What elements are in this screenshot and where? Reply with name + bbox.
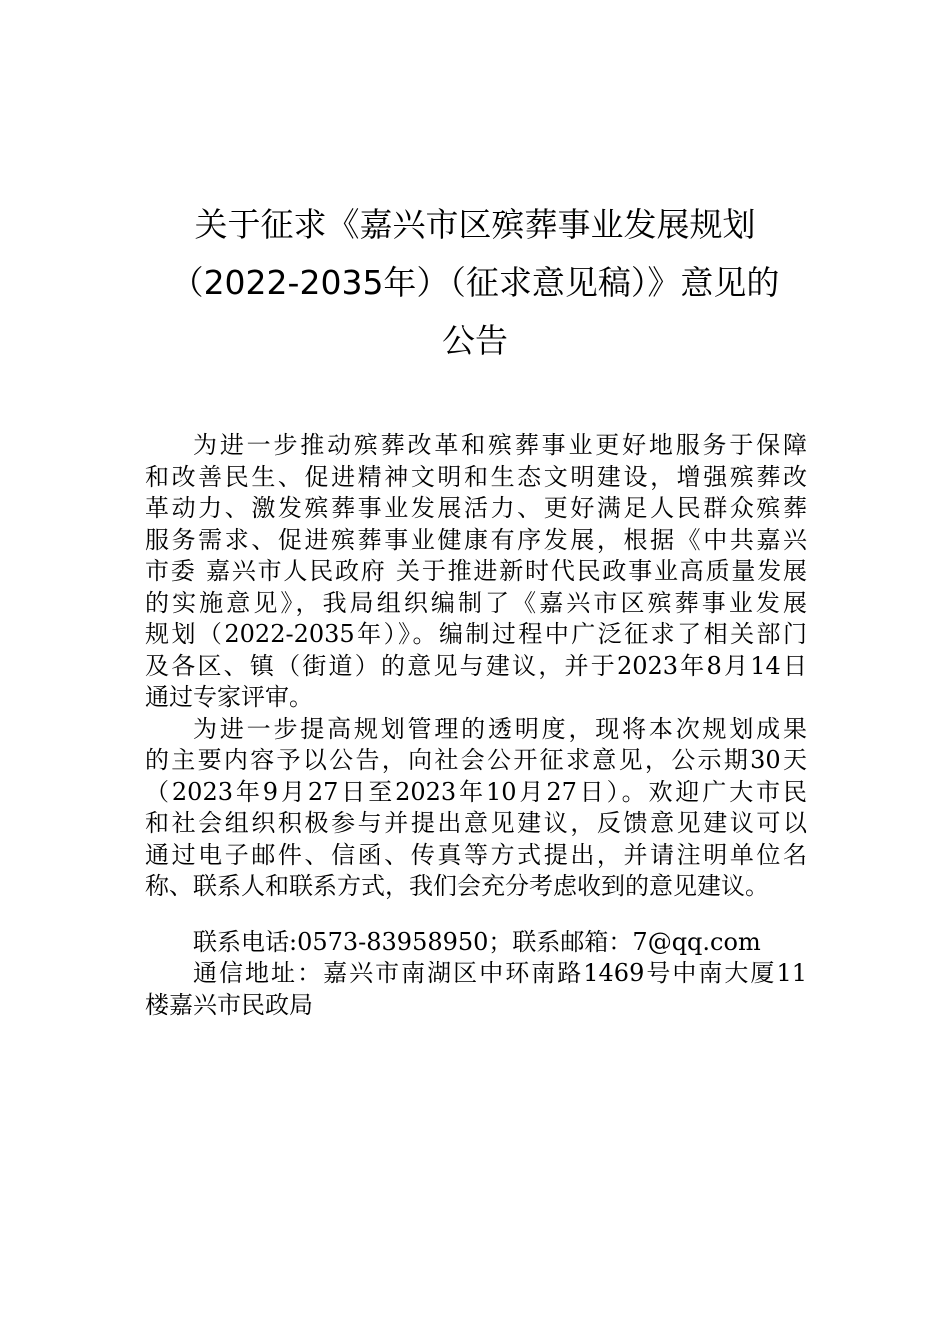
contact-info (145, 927, 807, 1022)
paragraph-line: 和社会组织积极参与并提出意见建议，反馈意见建议可以 (145, 809, 807, 837)
title-line-2: （2022-2035年）（征求意见稿）》意见的 (170, 263, 780, 302)
address-line: 楼嘉兴市民政局 (145, 990, 313, 1019)
paragraph-line: 的主要内容予以公告，向社会公开征求意见，公示期30天 (145, 746, 807, 774)
paragraph-announcement (145, 714, 807, 903)
paragraph-line: 的实施意见》，我局组织编制了《嘉兴市区殡葬事业发展 (145, 588, 807, 617)
paragraph-line: 为进一步推动殡葬改革和殡葬事业更好地服务于保障 (193, 431, 807, 459)
title-line-1: 关于征求《嘉兴市区殡葬事业发展规划 (194, 205, 756, 244)
document-title (140, 196, 810, 370)
paragraph-line: 及各区、镇（街道）的意见与建议，并于2023年8月14日 (145, 651, 807, 680)
paragraph-line: （2023年9月27日至2023年10月27日）。欢迎广大市民 (145, 777, 807, 806)
paragraph-line: 为进一步提高规划管理的透明度，现将本次规划成果 (193, 714, 807, 743)
paragraph-line: 市委 嘉兴市人民政府 关于推进新时代民政事业高质量发展 (145, 557, 807, 585)
paragraph-background (145, 430, 807, 714)
paragraph-line: 规划（2022-2035年）》。编制过程中广泛征求了相关部门 (145, 620, 807, 648)
address-line: 通信地址：嘉兴市南湖区中环南路1469号中南大厦11 (193, 959, 807, 987)
contact-line: 联系电话:0573-83958950；联系邮箱：7@qq.com (193, 927, 761, 956)
paragraph-line: 和改善民生、促进精神文明和生态文明建设，增强殡葬改 (145, 462, 807, 491)
title-line-3: 公告 (442, 321, 508, 360)
paragraph-line: 革动力、激发殡葬事业发展活力、更好满足人民群众殡葬 (145, 494, 807, 522)
paragraph-line: 通过电子邮件、信函、传真等方式提出，并请注明单位名 (145, 840, 807, 869)
paragraph-line: 称、联系人和联系方式，我们会充分考虑收到的意见建议。 (145, 872, 769, 900)
paragraph-line: 通过专家评审。 (145, 683, 313, 711)
paragraph-gap (145, 903, 807, 927)
document-body (145, 430, 807, 1021)
paragraph-line: 服务需求、促进殡葬事业健康有序发展，根据《中共嘉兴 (145, 525, 807, 554)
